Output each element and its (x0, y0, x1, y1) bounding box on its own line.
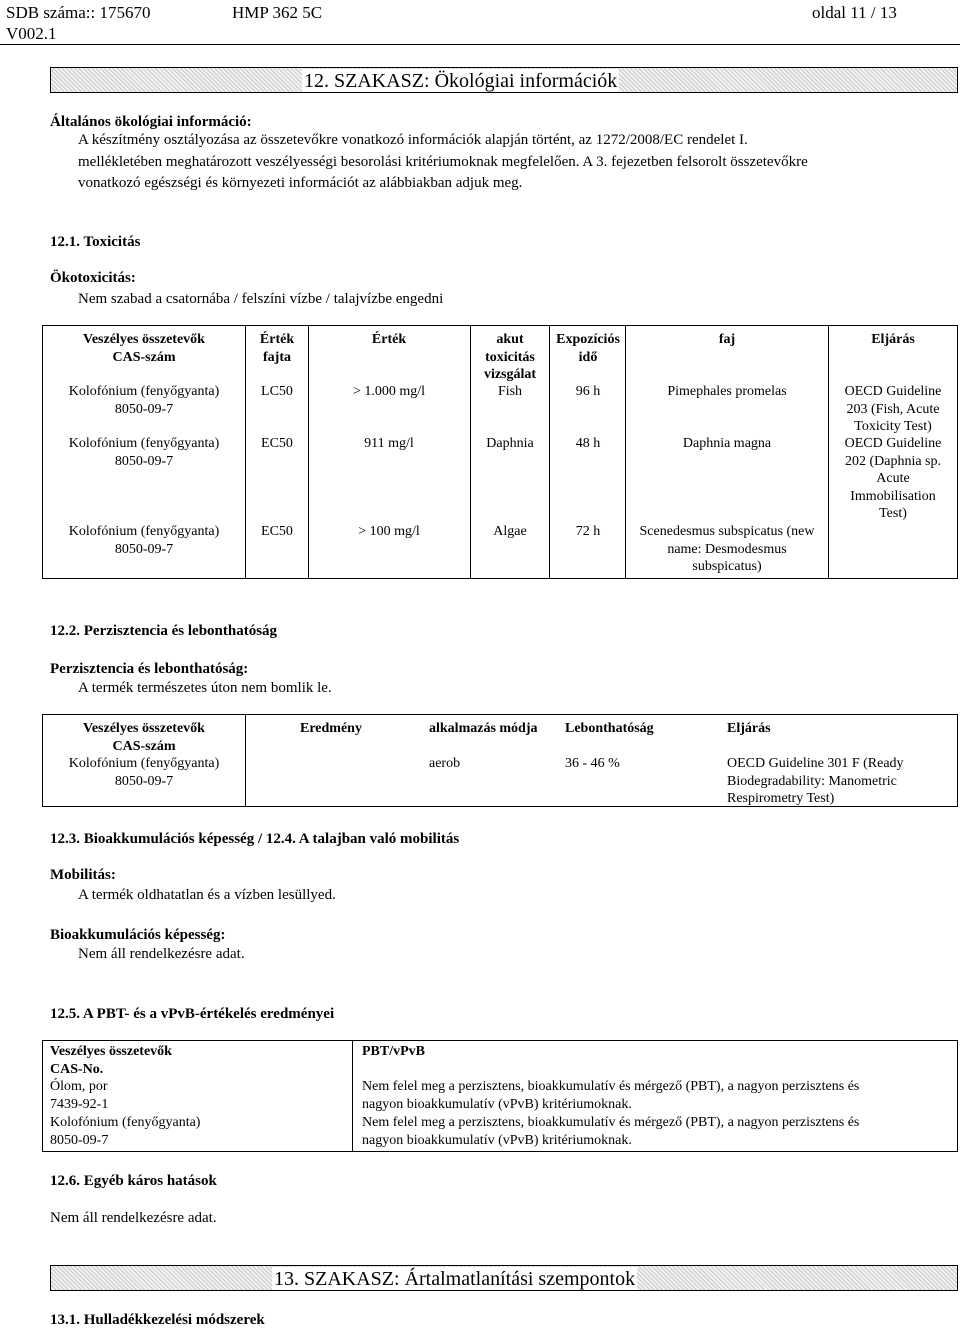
pers-header-degradability: Lebonthatóság (565, 721, 654, 736)
col-header-component: Veszélyes összetevők CAS-szám (83, 332, 205, 365)
persistence-text: A termék természetes úton nem bomlik le. (78, 680, 332, 696)
pers-header-application: alkalmazás módja (429, 721, 538, 736)
toxicity-heading: 12.1. Toxicitás (50, 234, 141, 250)
pers-header-result: Eredmény (300, 721, 362, 736)
table-row: Kolofónium (fenyőgyanta) 8050-09-7 (68, 436, 220, 469)
other-heading: 12.6. Egyéb káros hatások (50, 1173, 217, 1189)
general-heading: Általános ökológiai információ: (50, 114, 252, 130)
row2-species: Daphnia magna (682, 436, 772, 451)
page-number: oldal 11 / 13 (812, 3, 897, 22)
other-text: Nem áll rendelkezésre adat. (50, 1210, 217, 1226)
row3-species: Scenedesmus subspicatus (new name: Desmodesmus subspicatus) (639, 524, 815, 575)
table-row: Kolofónium (fenyőgyanta) 8050-09-7 (68, 524, 220, 557)
pbt-row1-result: Nem felel meg a perzisztens, bioakkumulatív és mérgező (PBT), a nagyon perzisztens és nagyon bioakkumulatív (vPvB) kritériumoknak. (362, 1079, 860, 1112)
mobility-sub: Mobilitás: (50, 867, 116, 883)
row3-exposure: 72 h (575, 524, 601, 539)
ecotox-text: Nem szabad a csatornába / felszíni vízbe / talajvízbe engedni (78, 291, 444, 307)
col-header-exposure: Expozíciós idő (556, 332, 620, 365)
row3-value-type: EC50 (261, 524, 293, 539)
col-header-value: Érték (371, 332, 407, 347)
pbt-header-component: Veszélyes összetevők CAS-No. (50, 1044, 172, 1077)
row2-method: OECD Guideline 202 (Daphnia sp. Acute Immobilisation Test) (844, 436, 942, 522)
col-header-species: faj (718, 332, 736, 347)
section-12-title: 12. SZAKASZ: Ökológiai információk (304, 70, 618, 92)
table-row: Kolofónium (fenyőgyanta) 8050-09-7 (50, 1115, 201, 1148)
table-row: Ólom, por 7439-92-1 (50, 1079, 109, 1112)
pbt-row2-result: Nem felel meg a perzisztens, bioakkumulatív és mérgező (PBT), a nagyon perzisztens és nagyon bioakkumulatív (vPvB) kritériumoknak. (362, 1115, 860, 1148)
general-line-2: mellékletében meghatározott veszélyességi besorolási kritériumoknak megfelelően. A 3. fejezetben felsorolt összetevőkre (78, 154, 808, 170)
sdb-number: SDB száma:: 175670 (6, 3, 151, 22)
persistence-heading: 12.2. Perzisztencia és lebonthatóság (50, 623, 278, 639)
col-header-value-type: Érték fajta (259, 332, 295, 365)
pbt-heading: 12.5. A PBT- és a vPvB-értékelés eredményei (50, 1006, 335, 1022)
header-divider (0, 44, 960, 45)
pbt-header-result: PBT/vPvB (362, 1044, 426, 1059)
row1-value-type: LC50 (261, 384, 293, 399)
row1-species: Pimephales promelas (667, 384, 787, 399)
bioacc-sub: Bioakkumulációs képesség: (50, 927, 226, 943)
persistence-sub: Perzisztencia és lebonthatóság: (50, 661, 249, 677)
ecotox-heading: Ökotoxicitás: (50, 270, 136, 286)
row2-exposure: 48 h (575, 436, 601, 451)
pers-method: OECD Guideline 301 F (Ready Biodegradability: Manometric Respirometry Test) (727, 756, 904, 807)
version: V002.1 (6, 24, 57, 43)
row2-acute: Daphnia (486, 436, 534, 451)
section-13-title: 13. SZAKASZ: Ártalmatlanítási szempontok (274, 1268, 636, 1290)
product-name: HMP 362 5C (232, 3, 323, 22)
col-header-method: Eljárás (871, 332, 915, 347)
row1-acute: Fish (497, 384, 523, 399)
pers-degradability: 36 - 46 % (565, 756, 620, 771)
row2-value: 911 mg/l (364, 436, 414, 451)
pers-application: aerob (429, 756, 461, 771)
bioacc-heading: 12.3. Bioakkumulációs képesség / 12.4. A talajban való mobilitás (50, 831, 460, 847)
row1-exposure: 96 h (575, 384, 601, 399)
general-line-1: A készítmény osztályozása az összetevőkre vonatkozó információk alapján történt, az 1272/2008/EC rendelet I. (78, 132, 748, 148)
row3-acute: Algae (493, 524, 527, 539)
table-row: Kolofónium (fenyőgyanta) 8050-09-7 (68, 384, 220, 417)
row2-value-type: EC50 (261, 436, 293, 451)
table-row: Kolofónium (fenyőgyanta) 8050-09-7 (68, 756, 220, 789)
pers-header-component: Veszélyes összetevők CAS-szám (83, 721, 205, 754)
col-header-acute: akut toxicitás vizsgálat (483, 332, 537, 383)
bioacc-text: Nem áll rendelkezésre adat. (78, 946, 245, 962)
general-line-3: vonatkozó egészségi és környezeti információt az alábbiakban adjuk meg. (78, 175, 523, 191)
row1-value: > 1.000 mg/l (352, 384, 426, 399)
row3-value: > 100 mg/l (358, 524, 420, 539)
row1-method: OECD Guideline 203 (Fish, Acute Toxicity Test) (844, 384, 942, 435)
mobility-text: A termék oldhatatlan és a vízben lesüllyed. (78, 887, 336, 903)
pers-header-method: Eljárás (727, 721, 771, 736)
waste-heading: 13.1. Hulladékkezelési módszerek (50, 1312, 265, 1328)
